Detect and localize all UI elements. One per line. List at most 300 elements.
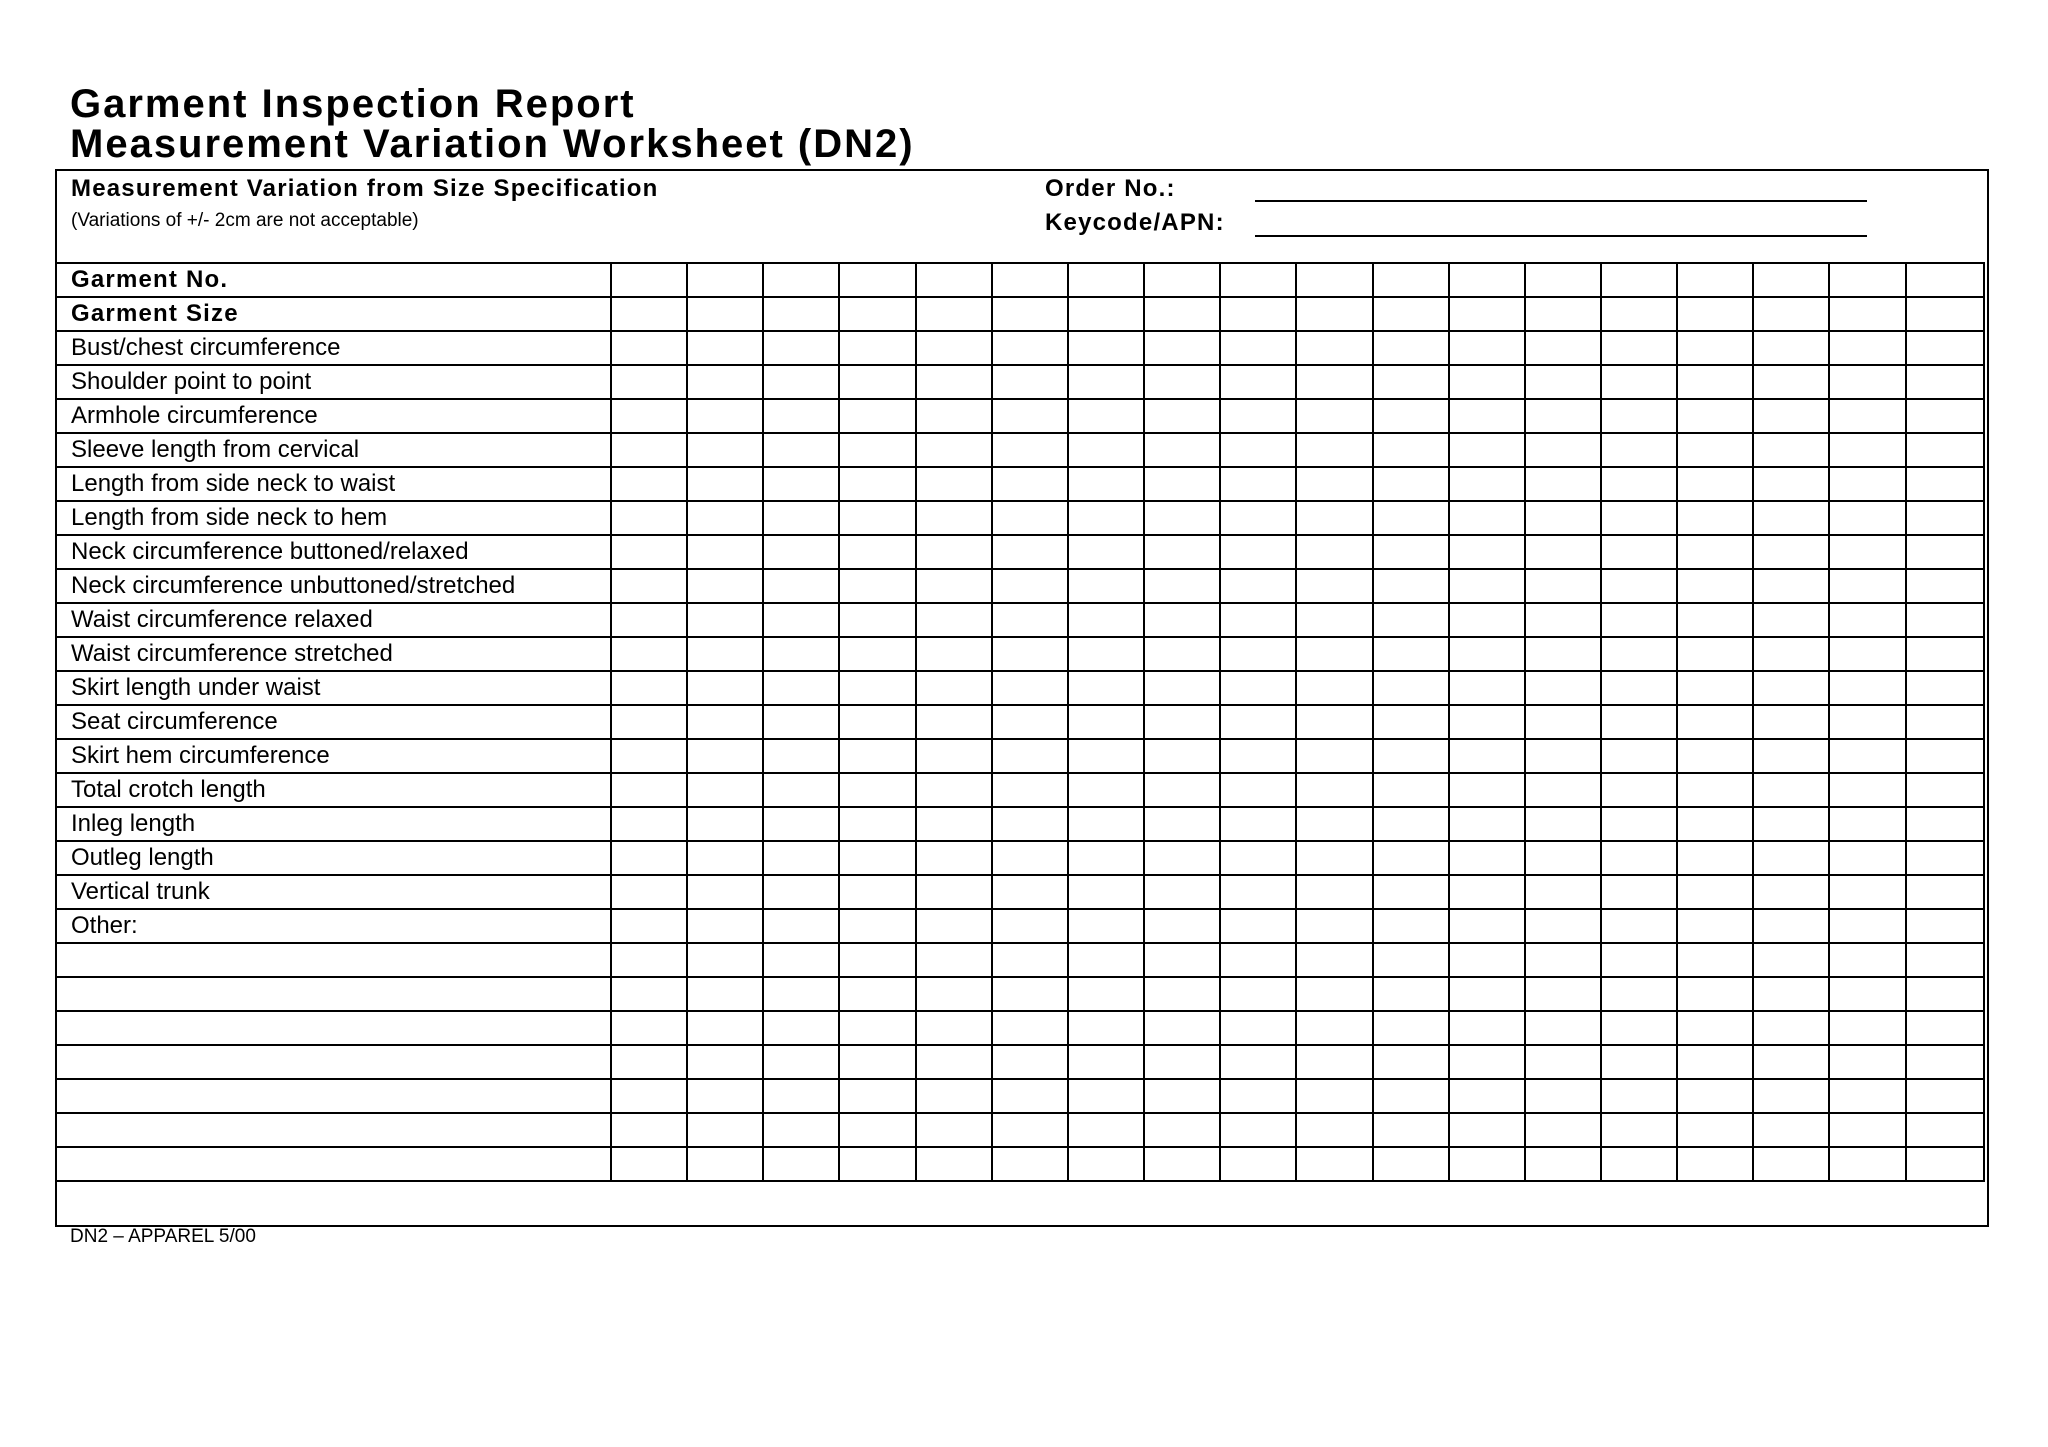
measurement-cell[interactable] <box>916 841 992 875</box>
measurement-cell[interactable] <box>1144 943 1220 977</box>
measurement-cell[interactable] <box>1296 1011 1372 1045</box>
measurement-cell[interactable] <box>1829 569 1905 603</box>
measurement-cell[interactable] <box>839 569 915 603</box>
measurement-cell[interactable] <box>1220 943 1296 977</box>
measurement-cell[interactable] <box>1906 841 1984 875</box>
measurement-cell[interactable] <box>1373 909 1449 943</box>
measurement-cell[interactable] <box>1753 943 1829 977</box>
measurement-cell[interactable] <box>839 943 915 977</box>
measurement-cell[interactable] <box>1068 943 1144 977</box>
measurement-cell[interactable] <box>992 1045 1068 1079</box>
measurement-cell[interactable] <box>611 841 687 875</box>
measurement-cell[interactable] <box>839 1113 915 1147</box>
measurement-cell[interactable] <box>763 773 839 807</box>
measurement-cell[interactable] <box>1677 671 1753 705</box>
measurement-cell[interactable] <box>1677 875 1753 909</box>
measurement-cell[interactable] <box>1525 467 1601 501</box>
measurement-cell[interactable] <box>1220 705 1296 739</box>
measurement-cell[interactable] <box>1601 807 1677 841</box>
measurement-cell[interactable] <box>611 875 687 909</box>
measurement-cell[interactable] <box>1525 705 1601 739</box>
measurement-cell[interactable] <box>1296 909 1372 943</box>
measurement-cell[interactable] <box>1829 1011 1905 1045</box>
measurement-cell[interactable] <box>1906 297 1984 331</box>
measurement-cell[interactable] <box>763 603 839 637</box>
measurement-cell[interactable] <box>763 637 839 671</box>
measurement-cell[interactable] <box>992 263 1068 297</box>
measurement-cell[interactable] <box>611 1045 687 1079</box>
measurement-cell[interactable] <box>1829 1147 1905 1181</box>
measurement-cell[interactable] <box>1220 365 1296 399</box>
measurement-cell[interactable] <box>611 603 687 637</box>
measurement-cell[interactable] <box>1373 671 1449 705</box>
measurement-cell[interactable] <box>1296 977 1372 1011</box>
measurement-cell[interactable] <box>1601 433 1677 467</box>
measurement-cell[interactable] <box>763 705 839 739</box>
measurement-cell[interactable] <box>1449 535 1525 569</box>
measurement-cell[interactable] <box>1829 637 1905 671</box>
measurement-cell[interactable] <box>1601 1045 1677 1079</box>
measurement-cell[interactable] <box>1829 535 1905 569</box>
measurement-cell[interactable] <box>916 501 992 535</box>
measurement-cell[interactable] <box>916 705 992 739</box>
measurement-cell[interactable] <box>611 1113 687 1147</box>
measurement-cell[interactable] <box>1449 739 1525 773</box>
measurement-cell[interactable] <box>1068 365 1144 399</box>
measurement-cell[interactable] <box>1144 1079 1220 1113</box>
measurement-cell[interactable] <box>1829 739 1905 773</box>
measurement-cell[interactable] <box>1449 263 1525 297</box>
measurement-cell[interactable] <box>992 773 1068 807</box>
measurement-cell[interactable] <box>1906 399 1984 433</box>
measurement-cell[interactable] <box>1449 365 1525 399</box>
measurement-cell[interactable] <box>916 1079 992 1113</box>
measurement-cell[interactable] <box>1220 603 1296 637</box>
measurement-cell[interactable] <box>1525 331 1601 365</box>
measurement-cell[interactable] <box>763 1147 839 1181</box>
measurement-cell[interactable] <box>1068 637 1144 671</box>
measurement-cell[interactable] <box>1906 773 1984 807</box>
measurement-cell[interactable] <box>1525 875 1601 909</box>
measurement-cell[interactable] <box>1601 1113 1677 1147</box>
measurement-cell[interactable] <box>1601 467 1677 501</box>
measurement-cell[interactable] <box>1449 705 1525 739</box>
measurement-cell[interactable] <box>687 773 763 807</box>
measurement-cell[interactable] <box>1677 773 1753 807</box>
measurement-cell[interactable] <box>916 671 992 705</box>
measurement-cell[interactable] <box>1068 535 1144 569</box>
measurement-cell[interactable] <box>687 841 763 875</box>
measurement-cell[interactable] <box>1220 739 1296 773</box>
measurement-cell[interactable] <box>1296 501 1372 535</box>
measurement-cell[interactable] <box>1525 807 1601 841</box>
measurement-cell[interactable] <box>1373 1079 1449 1113</box>
measurement-cell[interactable] <box>1906 501 1984 535</box>
measurement-cell[interactable] <box>916 1045 992 1079</box>
measurement-cell[interactable] <box>1829 807 1905 841</box>
measurement-cell[interactable] <box>1601 773 1677 807</box>
measurement-cell[interactable] <box>1601 739 1677 773</box>
measurement-cell[interactable] <box>1296 535 1372 569</box>
measurement-cell[interactable] <box>1449 297 1525 331</box>
measurement-cell[interactable] <box>1829 297 1905 331</box>
measurement-cell[interactable] <box>1753 535 1829 569</box>
measurement-cell[interactable] <box>1829 1045 1905 1079</box>
measurement-cell[interactable] <box>1906 1079 1984 1113</box>
measurement-cell[interactable] <box>839 841 915 875</box>
measurement-cell[interactable] <box>1906 1113 1984 1147</box>
measurement-cell[interactable] <box>839 909 915 943</box>
measurement-cell[interactable] <box>1525 535 1601 569</box>
measurement-cell[interactable] <box>687 943 763 977</box>
measurement-cell[interactable] <box>1220 1113 1296 1147</box>
measurement-cell[interactable] <box>916 535 992 569</box>
measurement-cell[interactable] <box>763 263 839 297</box>
measurement-cell[interactable] <box>916 1147 992 1181</box>
measurement-cell[interactable] <box>992 1113 1068 1147</box>
measurement-cell[interactable] <box>1220 331 1296 365</box>
measurement-cell[interactable] <box>1753 909 1829 943</box>
measurement-cell[interactable] <box>611 569 687 603</box>
measurement-cell[interactable] <box>763 535 839 569</box>
measurement-cell[interactable] <box>1373 263 1449 297</box>
measurement-cell[interactable] <box>839 501 915 535</box>
measurement-cell[interactable] <box>916 399 992 433</box>
measurement-cell[interactable] <box>1296 705 1372 739</box>
measurement-cell[interactable] <box>1525 263 1601 297</box>
measurement-cell[interactable] <box>1449 977 1525 1011</box>
measurement-cell[interactable] <box>1906 705 1984 739</box>
measurement-cell[interactable] <box>1525 501 1601 535</box>
measurement-cell[interactable] <box>839 331 915 365</box>
measurement-cell[interactable] <box>1906 603 1984 637</box>
measurement-cell[interactable] <box>687 433 763 467</box>
measurement-cell[interactable] <box>1068 1113 1144 1147</box>
measurement-cell[interactable] <box>1677 399 1753 433</box>
measurement-cell[interactable] <box>1220 1079 1296 1113</box>
measurement-cell[interactable] <box>1373 501 1449 535</box>
measurement-cell[interactable] <box>1144 739 1220 773</box>
measurement-cell[interactable] <box>1220 433 1296 467</box>
measurement-cell[interactable] <box>1220 1011 1296 1045</box>
measurement-cell[interactable] <box>763 501 839 535</box>
measurement-cell[interactable] <box>611 637 687 671</box>
measurement-cell[interactable] <box>1829 909 1905 943</box>
measurement-cell[interactable] <box>1449 875 1525 909</box>
measurement-cell[interactable] <box>1829 875 1905 909</box>
measurement-cell[interactable] <box>1220 297 1296 331</box>
measurement-cell[interactable] <box>1144 331 1220 365</box>
measurement-cell[interactable] <box>839 1011 915 1045</box>
measurement-cell[interactable] <box>1296 875 1372 909</box>
measurement-cell[interactable] <box>763 433 839 467</box>
measurement-cell[interactable] <box>1753 637 1829 671</box>
measurement-cell[interactable] <box>1373 1113 1449 1147</box>
measurement-cell[interactable] <box>1753 1079 1829 1113</box>
measurement-cell[interactable] <box>1677 637 1753 671</box>
measurement-cell[interactable] <box>1753 263 1829 297</box>
measurement-cell[interactable] <box>1220 909 1296 943</box>
measurement-cell[interactable] <box>1220 399 1296 433</box>
measurement-cell[interactable] <box>1601 943 1677 977</box>
measurement-cell[interactable] <box>1296 841 1372 875</box>
measurement-cell[interactable] <box>839 603 915 637</box>
measurement-cell[interactable] <box>1525 603 1601 637</box>
measurement-cell[interactable] <box>1829 705 1905 739</box>
measurement-cell[interactable] <box>1144 807 1220 841</box>
measurement-cell[interactable] <box>1068 1079 1144 1113</box>
measurement-cell[interactable] <box>687 909 763 943</box>
measurement-cell[interactable] <box>611 1011 687 1045</box>
measurement-cell[interactable] <box>1449 433 1525 467</box>
measurement-cell[interactable] <box>992 535 1068 569</box>
measurement-cell[interactable] <box>1906 807 1984 841</box>
measurement-cell[interactable] <box>1296 297 1372 331</box>
measurement-cell[interactable] <box>839 773 915 807</box>
measurement-cell[interactable] <box>687 331 763 365</box>
measurement-cell[interactable] <box>1753 841 1829 875</box>
measurement-cell[interactable] <box>611 1147 687 1181</box>
measurement-cell[interactable] <box>687 977 763 1011</box>
measurement-cell[interactable] <box>687 1045 763 1079</box>
measurement-cell[interactable] <box>1373 399 1449 433</box>
measurement-cell[interactable] <box>1525 1079 1601 1113</box>
measurement-cell[interactable] <box>1068 263 1144 297</box>
measurement-cell[interactable] <box>1677 331 1753 365</box>
measurement-cell[interactable] <box>1449 1079 1525 1113</box>
measurement-cell[interactable] <box>1220 535 1296 569</box>
measurement-cell[interactable] <box>1601 365 1677 399</box>
measurement-cell[interactable] <box>992 467 1068 501</box>
measurement-cell[interactable] <box>763 365 839 399</box>
measurement-cell[interactable] <box>1296 1045 1372 1079</box>
measurement-cell[interactable] <box>1601 1011 1677 1045</box>
measurement-cell[interactable] <box>1449 1147 1525 1181</box>
measurement-cell[interactable] <box>1373 943 1449 977</box>
measurement-cell[interactable] <box>1068 977 1144 1011</box>
measurement-cell[interactable] <box>1449 1045 1525 1079</box>
keycode-apn-field[interactable] <box>1255 215 1867 237</box>
measurement-cell[interactable] <box>1373 1147 1449 1181</box>
measurement-cell[interactable] <box>1601 331 1677 365</box>
measurement-cell[interactable] <box>1068 1147 1144 1181</box>
measurement-cell[interactable] <box>1068 909 1144 943</box>
measurement-cell[interactable] <box>1525 943 1601 977</box>
measurement-cell[interactable] <box>1601 705 1677 739</box>
measurement-cell[interactable] <box>1829 399 1905 433</box>
measurement-cell[interactable] <box>763 467 839 501</box>
measurement-cell[interactable] <box>1601 977 1677 1011</box>
measurement-cell[interactable] <box>1753 671 1829 705</box>
measurement-cell[interactable] <box>992 603 1068 637</box>
measurement-cell[interactable] <box>611 977 687 1011</box>
measurement-cell[interactable] <box>992 909 1068 943</box>
measurement-cell[interactable] <box>839 365 915 399</box>
measurement-cell[interactable] <box>1906 331 1984 365</box>
measurement-cell[interactable] <box>1373 1045 1449 1079</box>
measurement-cell[interactable] <box>611 943 687 977</box>
measurement-cell[interactable] <box>611 807 687 841</box>
measurement-cell[interactable] <box>1601 909 1677 943</box>
measurement-cell[interactable] <box>1753 705 1829 739</box>
measurement-cell[interactable] <box>1677 841 1753 875</box>
measurement-cell[interactable] <box>992 875 1068 909</box>
measurement-cell[interactable] <box>1601 603 1677 637</box>
measurement-cell[interactable] <box>611 535 687 569</box>
measurement-cell[interactable] <box>1906 671 1984 705</box>
measurement-cell[interactable] <box>611 433 687 467</box>
measurement-cell[interactable] <box>1829 331 1905 365</box>
measurement-cell[interactable] <box>992 739 1068 773</box>
measurement-cell[interactable] <box>1829 977 1905 1011</box>
measurement-cell[interactable] <box>1601 297 1677 331</box>
measurement-cell[interactable] <box>1906 943 1984 977</box>
measurement-cell[interactable] <box>1373 875 1449 909</box>
measurement-cell[interactable] <box>1449 671 1525 705</box>
measurement-cell[interactable] <box>763 331 839 365</box>
measurement-cell[interactable] <box>1601 569 1677 603</box>
measurement-cell[interactable] <box>1144 569 1220 603</box>
measurement-cell[interactable] <box>1144 433 1220 467</box>
measurement-cell[interactable] <box>687 1011 763 1045</box>
measurement-cell[interactable] <box>992 943 1068 977</box>
measurement-cell[interactable] <box>1753 331 1829 365</box>
measurement-cell[interactable] <box>1525 671 1601 705</box>
order-no-field[interactable] <box>1255 180 1867 202</box>
measurement-cell[interactable] <box>992 807 1068 841</box>
measurement-cell[interactable] <box>1753 1113 1829 1147</box>
measurement-cell[interactable] <box>916 1011 992 1045</box>
measurement-cell[interactable] <box>1144 1011 1220 1045</box>
measurement-cell[interactable] <box>687 671 763 705</box>
measurement-cell[interactable] <box>1373 705 1449 739</box>
measurement-cell[interactable] <box>1906 1011 1984 1045</box>
measurement-cell[interactable] <box>1677 535 1753 569</box>
measurement-cell[interactable] <box>1677 705 1753 739</box>
measurement-cell[interactable] <box>1677 1079 1753 1113</box>
measurement-cell[interactable] <box>1601 1079 1677 1113</box>
measurement-cell[interactable] <box>1373 807 1449 841</box>
measurement-cell[interactable] <box>1144 399 1220 433</box>
measurement-cell[interactable] <box>992 637 1068 671</box>
measurement-cell[interactable] <box>1525 1011 1601 1045</box>
measurement-cell[interactable] <box>1296 603 1372 637</box>
measurement-cell[interactable] <box>1906 1147 1984 1181</box>
measurement-cell[interactable] <box>992 1147 1068 1181</box>
measurement-cell[interactable] <box>1144 875 1220 909</box>
measurement-cell[interactable] <box>1296 365 1372 399</box>
measurement-cell[interactable] <box>1677 909 1753 943</box>
measurement-cell[interactable] <box>1677 739 1753 773</box>
measurement-cell[interactable] <box>1068 875 1144 909</box>
measurement-cell[interactable] <box>839 1147 915 1181</box>
measurement-cell[interactable] <box>916 909 992 943</box>
measurement-cell[interactable] <box>992 399 1068 433</box>
measurement-cell[interactable] <box>1829 263 1905 297</box>
measurement-cell[interactable] <box>1753 501 1829 535</box>
measurement-cell[interactable] <box>1449 331 1525 365</box>
measurement-cell[interactable] <box>1220 773 1296 807</box>
measurement-cell[interactable] <box>1373 297 1449 331</box>
measurement-cell[interactable] <box>763 739 839 773</box>
measurement-cell[interactable] <box>1753 1147 1829 1181</box>
measurement-cell[interactable] <box>1449 841 1525 875</box>
measurement-cell[interactable] <box>763 943 839 977</box>
measurement-cell[interactable] <box>1220 977 1296 1011</box>
measurement-cell[interactable] <box>1144 841 1220 875</box>
measurement-cell[interactable] <box>1525 909 1601 943</box>
measurement-cell[interactable] <box>687 807 763 841</box>
measurement-cell[interactable] <box>992 1011 1068 1045</box>
measurement-cell[interactable] <box>1373 637 1449 671</box>
measurement-cell[interactable] <box>1829 433 1905 467</box>
measurement-cell[interactable] <box>1144 705 1220 739</box>
measurement-cell[interactable] <box>916 739 992 773</box>
measurement-cell[interactable] <box>1525 399 1601 433</box>
measurement-cell[interactable] <box>1296 1113 1372 1147</box>
measurement-cell[interactable] <box>1296 399 1372 433</box>
measurement-cell[interactable] <box>1068 399 1144 433</box>
measurement-cell[interactable] <box>992 433 1068 467</box>
measurement-cell[interactable] <box>839 739 915 773</box>
measurement-cell[interactable] <box>1753 875 1829 909</box>
measurement-cell[interactable] <box>1144 297 1220 331</box>
measurement-cell[interactable] <box>1829 1113 1905 1147</box>
measurement-cell[interactable] <box>1220 1045 1296 1079</box>
measurement-cell[interactable] <box>1829 773 1905 807</box>
measurement-cell[interactable] <box>1144 773 1220 807</box>
measurement-cell[interactable] <box>687 637 763 671</box>
measurement-cell[interactable] <box>1373 1011 1449 1045</box>
measurement-cell[interactable] <box>1296 1079 1372 1113</box>
measurement-cell[interactable] <box>1829 501 1905 535</box>
measurement-cell[interactable] <box>1677 1011 1753 1045</box>
measurement-cell[interactable] <box>1525 637 1601 671</box>
measurement-cell[interactable] <box>1144 603 1220 637</box>
measurement-cell[interactable] <box>1068 1011 1144 1045</box>
measurement-cell[interactable] <box>1601 875 1677 909</box>
measurement-cell[interactable] <box>992 841 1068 875</box>
measurement-cell[interactable] <box>1296 739 1372 773</box>
measurement-cell[interactable] <box>1677 977 1753 1011</box>
measurement-cell[interactable] <box>916 263 992 297</box>
measurement-cell[interactable] <box>1296 773 1372 807</box>
measurement-cell[interactable] <box>1677 365 1753 399</box>
measurement-cell[interactable] <box>1906 569 1984 603</box>
measurement-cell[interactable] <box>687 297 763 331</box>
measurement-cell[interactable] <box>1449 1011 1525 1045</box>
measurement-cell[interactable] <box>1068 671 1144 705</box>
measurement-cell[interactable] <box>1449 467 1525 501</box>
measurement-cell[interactable] <box>1525 1113 1601 1147</box>
measurement-cell[interactable] <box>1220 467 1296 501</box>
measurement-cell[interactable] <box>1220 841 1296 875</box>
measurement-cell[interactable] <box>1906 637 1984 671</box>
measurement-cell[interactable] <box>1753 739 1829 773</box>
measurement-cell[interactable] <box>1525 739 1601 773</box>
measurement-cell[interactable] <box>1068 501 1144 535</box>
measurement-cell[interactable] <box>1144 1045 1220 1079</box>
measurement-cell[interactable] <box>992 977 1068 1011</box>
measurement-cell[interactable] <box>916 365 992 399</box>
measurement-cell[interactable] <box>1296 807 1372 841</box>
measurement-cell[interactable] <box>1373 603 1449 637</box>
measurement-cell[interactable] <box>1601 637 1677 671</box>
measurement-cell[interactable] <box>1601 263 1677 297</box>
measurement-cell[interactable] <box>1144 977 1220 1011</box>
measurement-cell[interactable] <box>1677 1113 1753 1147</box>
measurement-cell[interactable] <box>1525 841 1601 875</box>
